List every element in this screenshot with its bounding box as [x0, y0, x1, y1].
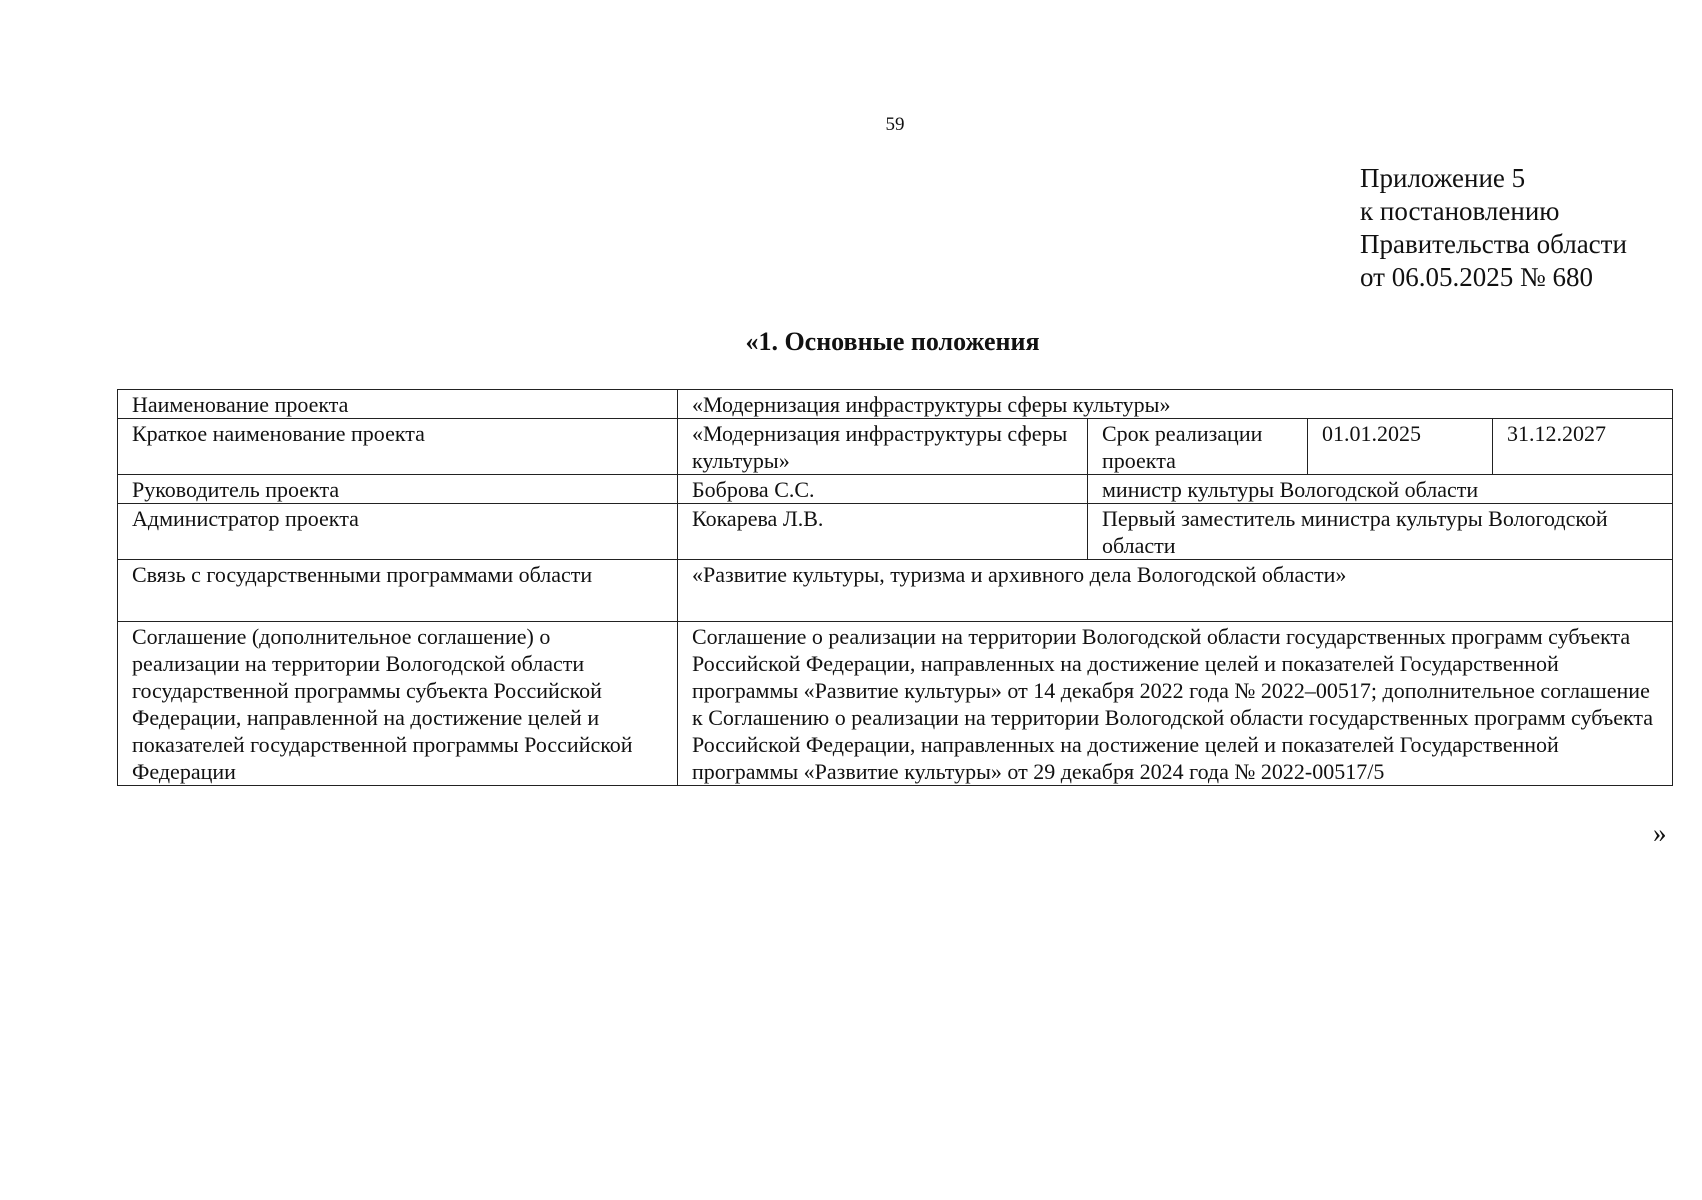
term-label: Срок реализации проекта [1088, 419, 1308, 475]
agreement-label: Соглашение (дополнительное соглашение) о реализации на территории Вологодской области государственной программы субъекта Российской Федерации, направленной на достижение целей и показателей государственной программы Российской Федерации [118, 622, 678, 786]
administrator-name: Кокарева Л.В. [678, 504, 1088, 560]
project-name-label: Наименование проекта [118, 390, 678, 419]
table-row-agreement [118, 622, 1673, 786]
head-name: Боброва С.С. [678, 475, 1088, 504]
programs-value: «Развитие культуры, туризма и архивного дела Вологодской области» [678, 560, 1673, 622]
administrator-position: Первый заместитель министра культуры Вологодской области [1088, 504, 1673, 560]
short-name-label: Краткое наименование проекта [118, 419, 678, 475]
table-row-short-name [118, 419, 1673, 475]
page-number: 59 [885, 114, 905, 135]
appendix-line-3: Правительства области [1360, 229, 1627, 259]
term-end-date: 31.12.2027 [1493, 419, 1673, 475]
appendix-line-4: от 06.05.2025 № 680 [1360, 262, 1593, 292]
appendix-line-1: Приложение 5 [1360, 163, 1526, 193]
closing-quote: » [1653, 818, 1667, 848]
project-name-value: «Модернизация инфраструктуры сферы культуры» [678, 390, 1673, 419]
appendix-heading [1360, 162, 1627, 294]
administrator-label: Администратор проекта [118, 504, 678, 560]
table-row-administrator [118, 504, 1673, 560]
main-provisions-table [117, 389, 1673, 786]
appendix-line-2: к постановлению [1360, 196, 1560, 226]
table-row-head [118, 475, 1673, 504]
programs-label: Связь с государственными программами области [118, 560, 678, 622]
agreement-value: Соглашение о реализации на территории Вологодской области государственных программ субъекта Российской Федерации, направленных на достижение целей и показателей Государственной программы «Развитие культуры» от 14 декабря 2022 года № 2022–00517; дополнительное соглашение к Соглашению о реализации на территории Вологодской области государственных программ субъекта Российской Федерации, направленных на достижение целей и показателей Государственной программы «Развитие культуры» от 29 декабря 2024 года № 2022-00517/5 [678, 622, 1673, 786]
table-row-project-name [118, 390, 1673, 419]
section-title: «1. Основные положения [745, 327, 1040, 356]
short-name-value: «Модернизация инфраструктуры сферы культуры» [678, 419, 1088, 475]
table-row-programs [118, 560, 1673, 622]
head-label: Руководитель проекта [118, 475, 678, 504]
term-start-date: 01.01.2025 [1308, 419, 1493, 475]
head-position: министр культуры Вологодской области [1088, 475, 1673, 504]
